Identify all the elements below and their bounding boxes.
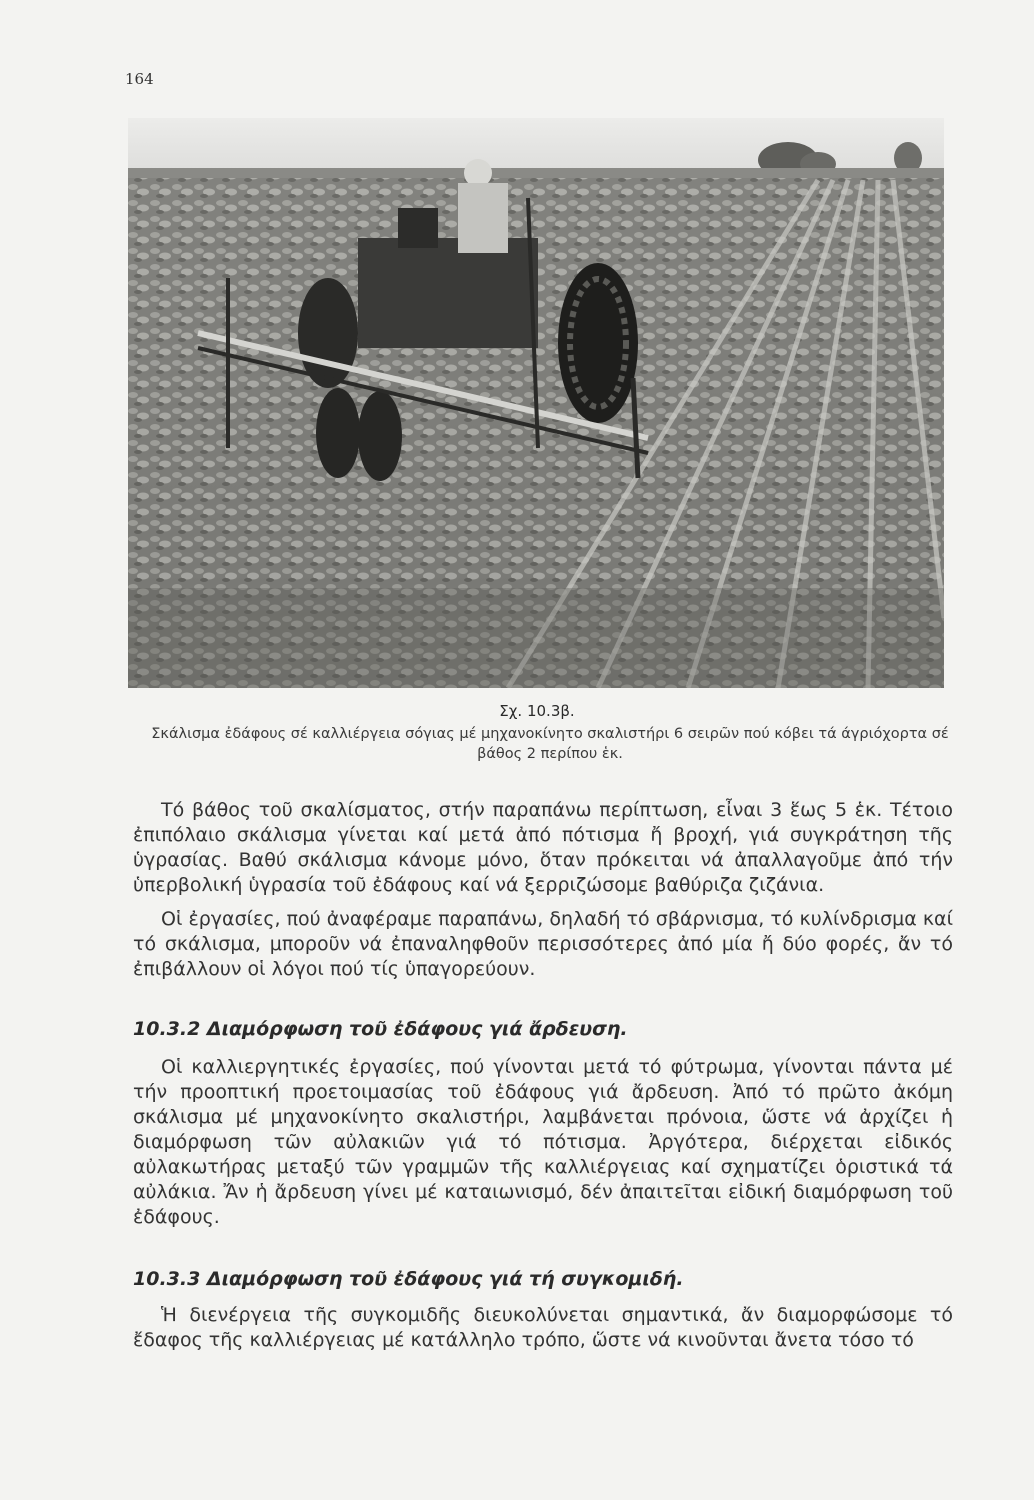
paragraph-irrigation-shaping: Οἱ καλλιεργητικές ἐργασίες, πού γίνονται μετά τό φύτρωμα, γίνονται πάντα μέ τήν προοπτική προετοιμασίας τοῦ ἐδάφους γιά ἄρδευση. Ἀπό τό πρῶτο ἀκόμη σκάλισμα μέ μηχανοκίνητο σκαλιστήρι, λαμβάνεται πρόνοια, ὥστε νά ἀρχίζει ἡ διαμόρφωση τῶν αὐλακιῶν γιά τό πότισμα. Ἀργότερα, διέρχεται εἰδικός αὐλακωτήρας μεταξύ τῶν γραμμῶν τῆς καλλιέργειας καί σχηματίζει ὁριστικά τά αὐλάκια. Ἄν ἡ ἄρδευση γίνει μέ καταιωνισμό, δέν ἀπαιτεῖται εἰδική διαμόρφωση τοῦ ἐδάφους. <box>133 1056 953 1228</box>
paragraph-repeated-operations: Οἱ ἐργασίες, πού ἀναφέραμε παραπάνω, δηλαδή τό σβάρνισμα, τό κυλίνδρισμα καί τό σκάλισμα, μποροῦν νά ἐπαναληφθοῦν περισσότερες ἀπό μία ἤ δύο φορές, ἄν τό ἐπιβάλλουν οἱ λόγοι πού τίς ὑπαγορεύουν. <box>133 908 953 980</box>
page-number: 164 <box>125 70 154 88</box>
figure-caption: Σκάλισμα ἐδάφους σέ καλλιέργεια σόγιας μέ μηχανοκίνητο σκαλιστήρι 6 σειρῶν πού κόβει τά άγριόχορτα σέ βάθος 2 περίπου ἑκ. <box>151 726 949 762</box>
paragraph-depth-of-hoeing: Τό βάθος τοῦ σκαλίσματος, στήν παραπάνω περίπτωση, εἶναι 3 ἕως 5 ἑκ. Τέτοιο ἐπιπόλαιο σκάλισμα γίνεται καί μετά ἀπό πότισμα ἤ βροχή, γιά συγκράτηση τῆς ὑγρασίας. Βαθύ σκάλισμα κάνομε μόνο, ὅταν πρόκειται νά ἀπαλλαγοῦμε ἀπό τήν ὑπερβολική ὑγρασία τοῦ ἐδάφους καί νά ξερριζώσομε βαθύριζα ζιζάνια. <box>133 799 953 896</box>
figure-photo-tractor-cultivating <box>128 118 944 688</box>
section-heading-irrigation: 10.3.2 Διαμόρφωση τοῦ ἐδάφους γιά ἄρδευση. <box>133 1018 628 1040</box>
figure-label: Σχ. 10.3β. <box>499 702 575 720</box>
paragraph-harvest-shaping: Ἡ διενέργεια τῆς συγκομιδῆς διευκολύνεται σημαντικά, ἄν διαμορφώσομε τό ἔδαφος τῆς καλλιέργειας μέ κατάλληλο τρόπο, ὥστε νά κινοῦνται ἄνετα τόσο τό <box>133 1304 953 1351</box>
section-heading-harvest: 10.3.3 Διαμόρφωση τοῦ ἐδάφους γιά τή συγκομιδή. <box>133 1268 684 1290</box>
